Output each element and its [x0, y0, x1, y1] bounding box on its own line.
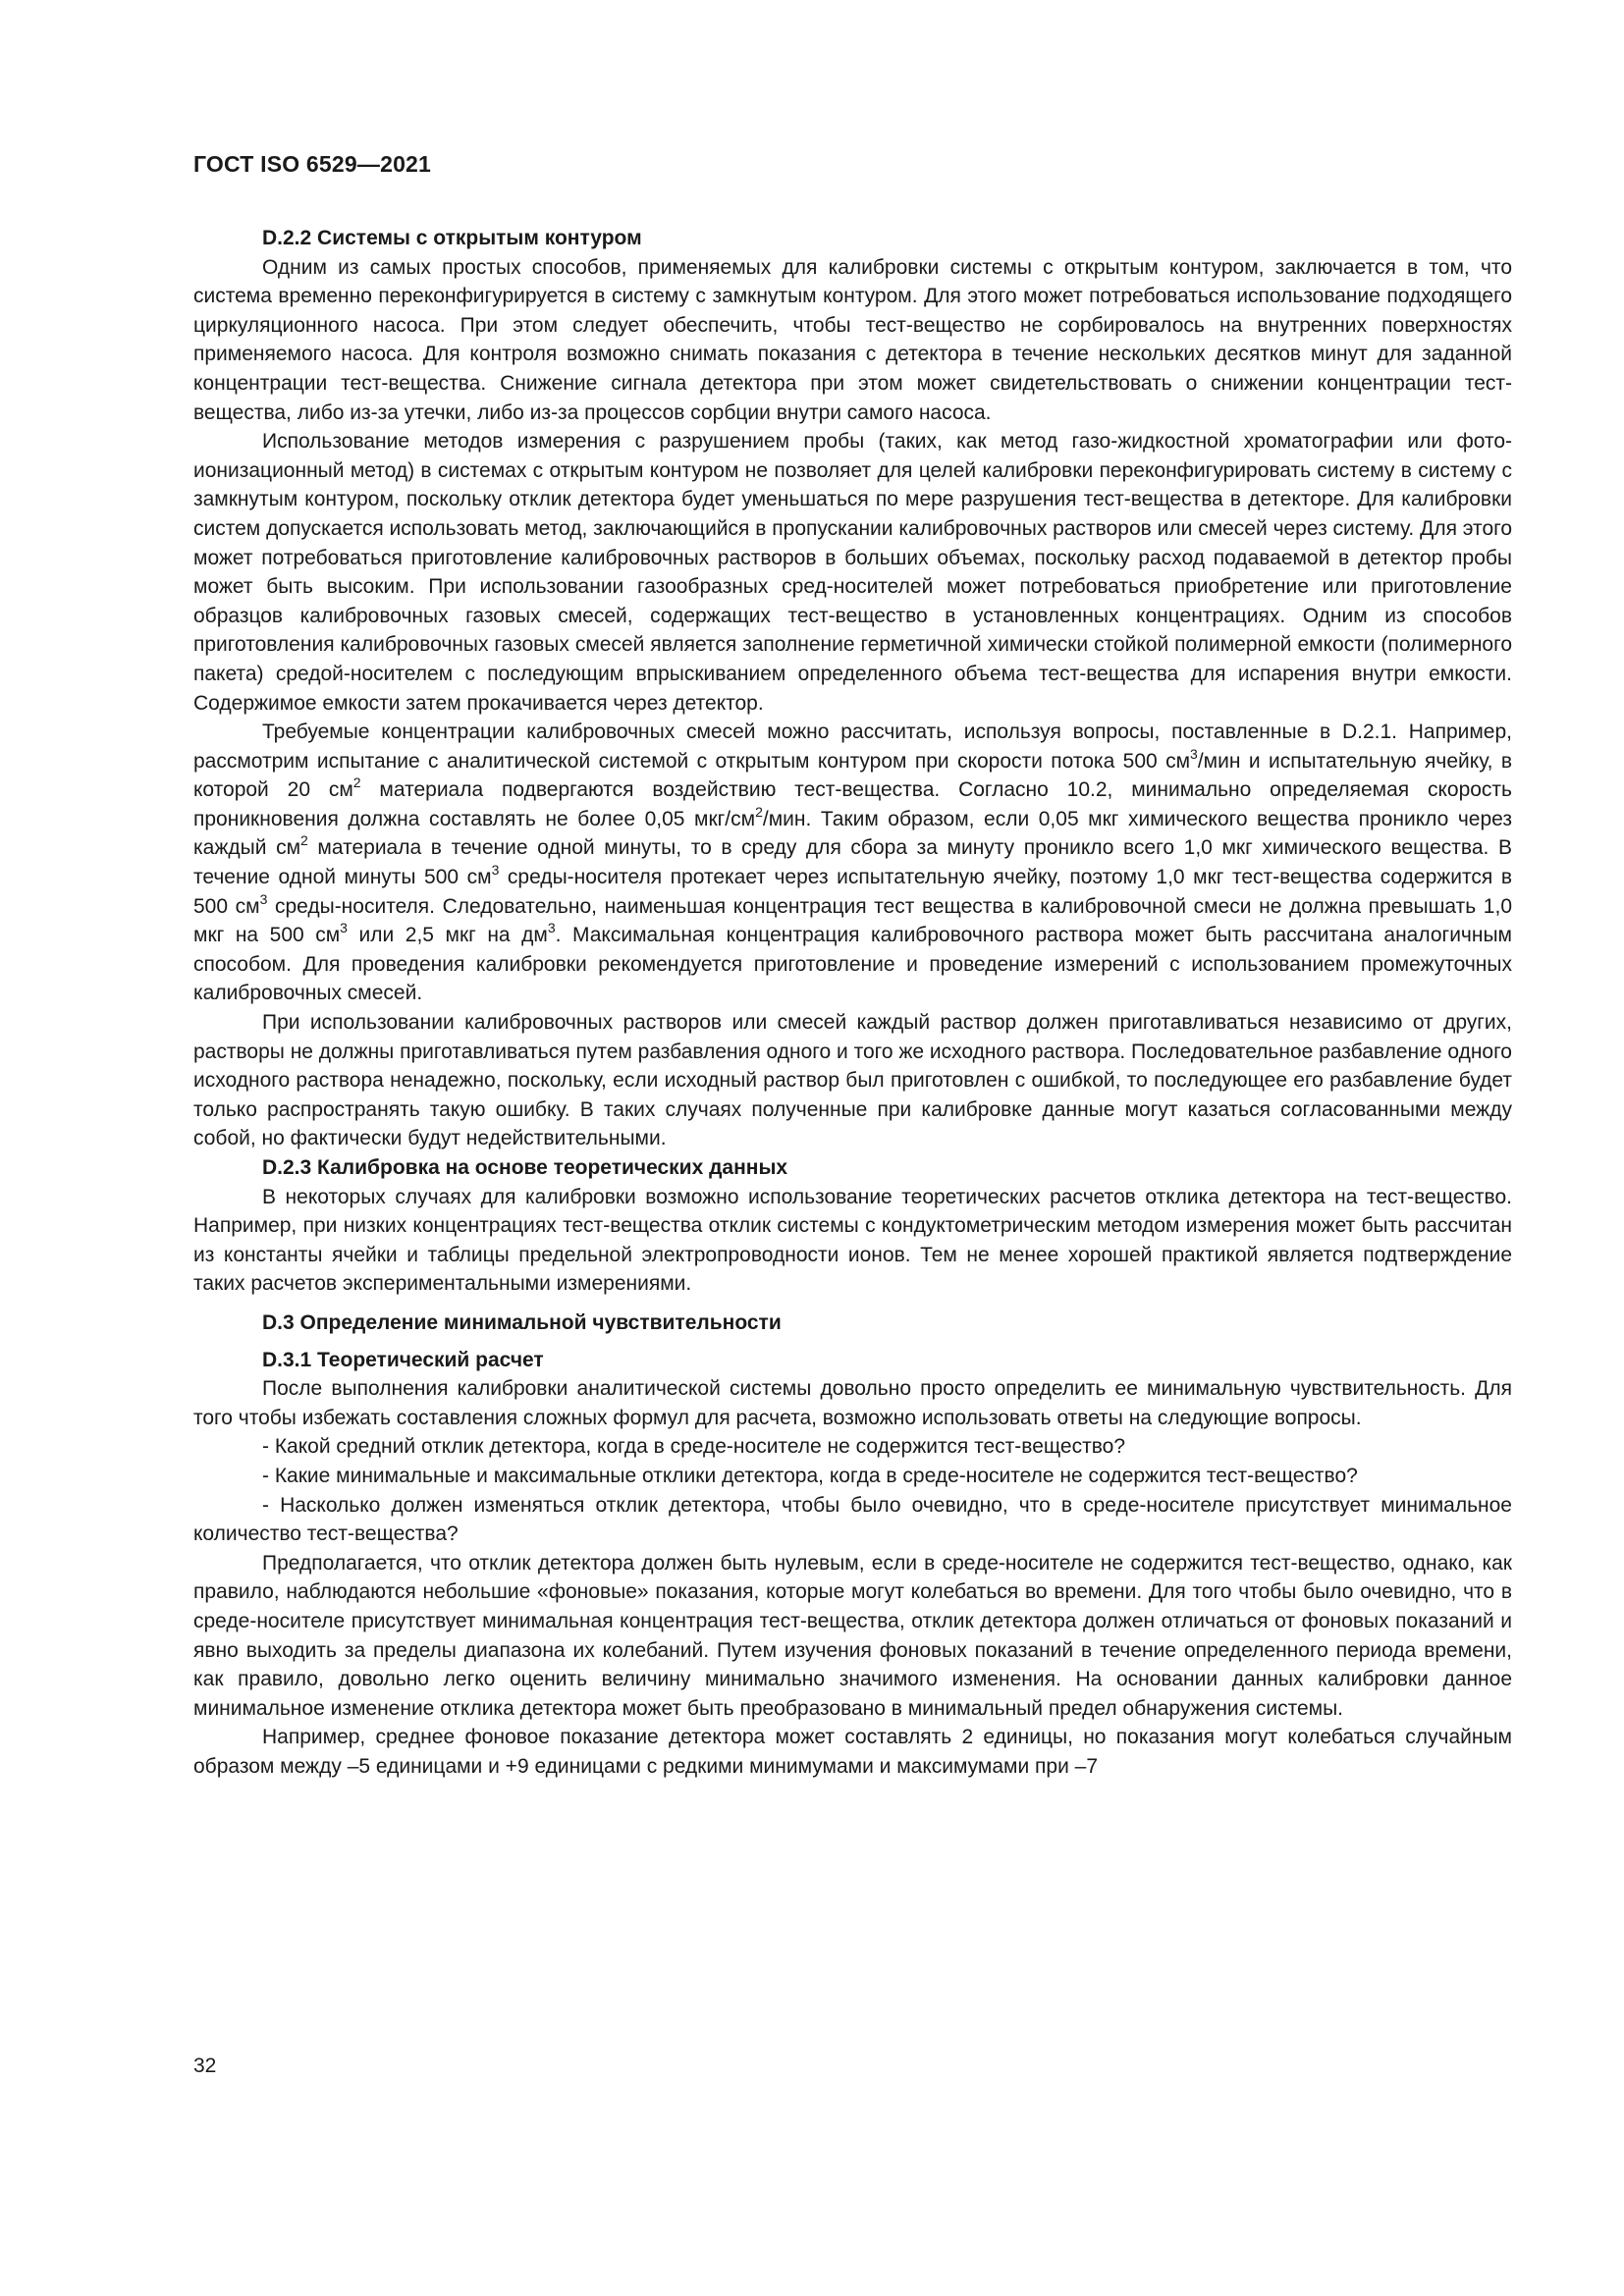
text-run: Требуемые концентрации калибровочных смесей можно рассчитать, используя вопросы, поставленные в D.2.1. Например, рассмотрим испытание с аналитической системой с открытым контуром при скорости потока 500 см	[193, 721, 1512, 773]
paragraph: Одним из самых простых способов, применяемых для калибровки системы с открытым контуром, заключается в том, что система временно переконфигурируется в систему с замкнутым контуром. Для этого может потребоваться использование подходящего циркуляционного насоса. При этом следует обеспечить, чтобы тест-вещество не сорбировалось на внутренних поверхностях применяемого насоса. Для контроля возможно снимать показания с детектора в течение нескольких десятков минут для заданной концентрации тест-вещества. Снижение сигнала детектора при этом может свидетельствовать о снижении концентрации тест-вещества, либо из-за утечки, либо из-за процессов сорбции внутри самого насоса.	[193, 255, 1512, 424]
superscript: 3	[547, 920, 556, 936]
text-run: материала в течение одной минуты, то в среду для сбора за минуту проникло всего 1,0 мкг химического вещества. В течение одной минуты 500 см	[193, 836, 1512, 889]
paragraph: Предполагается, что отклик детектора должен быть нулевым, если в среде-носителе не содержится тест-вещество, однако, как правило, наблюдаются небольшие «фоновые» показания, которые могут колебаться во времени. Для того чтобы было очевидно, что в среде-носителе присутствует минимальная концентрация тест-вещества, отклик детектора должен отличаться от фоновых показаний и явно выходить за пределы диапазона их колебаний. Путем изучения фоновых показаний в течение определенного периода времени, как правило, довольно легко оценить величину минимально значимого изменения. На основании данных калибровки данное минимальное изменение отклика детектора может быть преобразовано в минимальный предел обнаружения системы.	[193, 1551, 1512, 1720]
text-run: материала подвергаются воздействию тест-вещества. Согласно 10.2, минимально определяемая скорость проникновения должна составлять не более 0,05 мкг/см	[193, 778, 1512, 830]
paragraph: Использование методов измерения с разрушением пробы (таких, как метод газо-жидкостной хроматографии или фото-ионизационный метод) в системах с открытым контуром не позволяет для целей калибровки переконфигурировать систему в систему с замкнутым контуром, поскольку отклик детектора будет уменьшаться по мере разрушения тест-вещества в детекторе. Для калибровки систем допускается использовать метод, заключающийся в пропускании калибровочных растворов или смесей через систему. Для этого может потребоваться приготовление калибровочных растворов в больших объемах, поскольку расход подаваемой в детектор пробы может быть высоким. При использовании газообразных сред-носителей может потребоваться приобретение или приготовление образцов калибровочных газовых смесей, содержащих тест-вещество в установленных концентрациях. Одним из способов приготовления калибровочных газовых смесей является заполнение герметичной химически стойкой полимерной емкости (полимерного пакета) средой-носителем с последующим впрыскиванием определенного объема тест-вещества для испарения внутри емкости. Содержимое емкости затем прокачивается через детектор.	[193, 430, 1512, 715]
superscript: 3	[259, 890, 268, 907]
text-run: среды-носителя. Следовательно, наименьшая концентрация тест вещества в калибровочной смеси не должна превышать 1,0 мкг на 500 см	[193, 894, 1512, 947]
text-run: /мин. Таким образом, если 0,05 мкг химического вещества проникло через каждый см	[193, 807, 1512, 860]
paragraph-with-units	[193, 718, 1512, 1008]
text-run: /мин и испытательную ячейку, в которой 20 см	[193, 749, 1512, 802]
paragraph: После выполнения калибровки аналитической системы довольно просто определить ее минимальную чувствительность. Для того чтобы избежать составления сложных формул для расчета, возможно использовать ответы на следующие вопросы.	[193, 1377, 1512, 1429]
paragraph: При использовании калибровочных растворов или смесей каждый раствор должен приготавливаться независимо от других, растворы не должны приготавливаться путем разбавления одного и того же исходного раствора. Последовательное разбавление одного исходного раствора ненадежно, поскольку, если исходный раствор был приготовлен с ошибкой, то последующее его разбавление будет только распространять такую ошибку. В таких случаях полученные при калибровке данные могут казаться согласованными между собой, но фактически будут недействительными.	[193, 1011, 1512, 1150]
text-run: среды-носителя протекает через испытательную ячейку, поэтому 1,0 мкг тест-вещества содержится в 500 см	[193, 866, 1512, 918]
superscript: 2	[300, 832, 308, 849]
document-body	[193, 224, 1512, 1781]
text-run: . Максимальная концентрация калибровочного раствора может быть рассчитана аналогичным способом. Для проведения калибровки рекомендуется приготовление и проведение измерений с использованием промежуточных калибровочных смесей.	[193, 924, 1512, 1005]
superscript: 3	[340, 920, 348, 936]
document-code-header: ГОСТ ISO 6529—2021	[193, 151, 432, 177]
superscript: 3	[491, 862, 500, 879]
paragraph: В некоторых случаях для калибровки возможно использование теоретических расчетов отклика детектора на тест-вещество. Например, при низких концентрациях тест-вещества отклик системы с кондуктометрическим методом измерения может быть рассчитан из константы ячейки и таблицы предельной электропроводности ионов. Тем не менее хорошей практикой является подтверждение таких расчетов экспериментальными измерениями.	[193, 1185, 1512, 1296]
section-heading-d31: D.3.1 Теоретический расчет	[262, 1348, 544, 1371]
superscript: 2	[755, 803, 763, 820]
superscript: 2	[352, 774, 361, 791]
paragraph: Например, среднее фоновое показание детектора может составлять 2 единицы, но показания могут колебаться случайным образом между –5 единицами и +9 единицами с редкими минимумами и максимумами при –7	[193, 1726, 1512, 1778]
section-heading-d23: D.2.3 Калибровка на основе теоретических данных	[262, 1156, 788, 1179]
text-run: или 2,5 мкг на дм	[347, 924, 548, 947]
question-item: - Насколько должен изменяться отклик детектора, чтобы было очевидно, что в среде-носителе присутствует минимальное количество тест-вещества?	[193, 1493, 1512, 1546]
section-heading-d3: D.3 Определение минимальной чувствительности	[262, 1310, 782, 1334]
question-item: - Какой средний отклик детектора, когда в среде-носителе не содержится тест-вещество?	[262, 1435, 1125, 1459]
question-item: - Какие минимальные и максимальные отклики детектора, когда в среде-носителе не содержится тест-вещество?	[262, 1464, 1358, 1487]
section-heading-d22: D.2.2 Системы с открытым контуром	[262, 227, 642, 249]
page-number: 32	[193, 2055, 217, 2077]
superscript: 3	[1190, 745, 1198, 762]
